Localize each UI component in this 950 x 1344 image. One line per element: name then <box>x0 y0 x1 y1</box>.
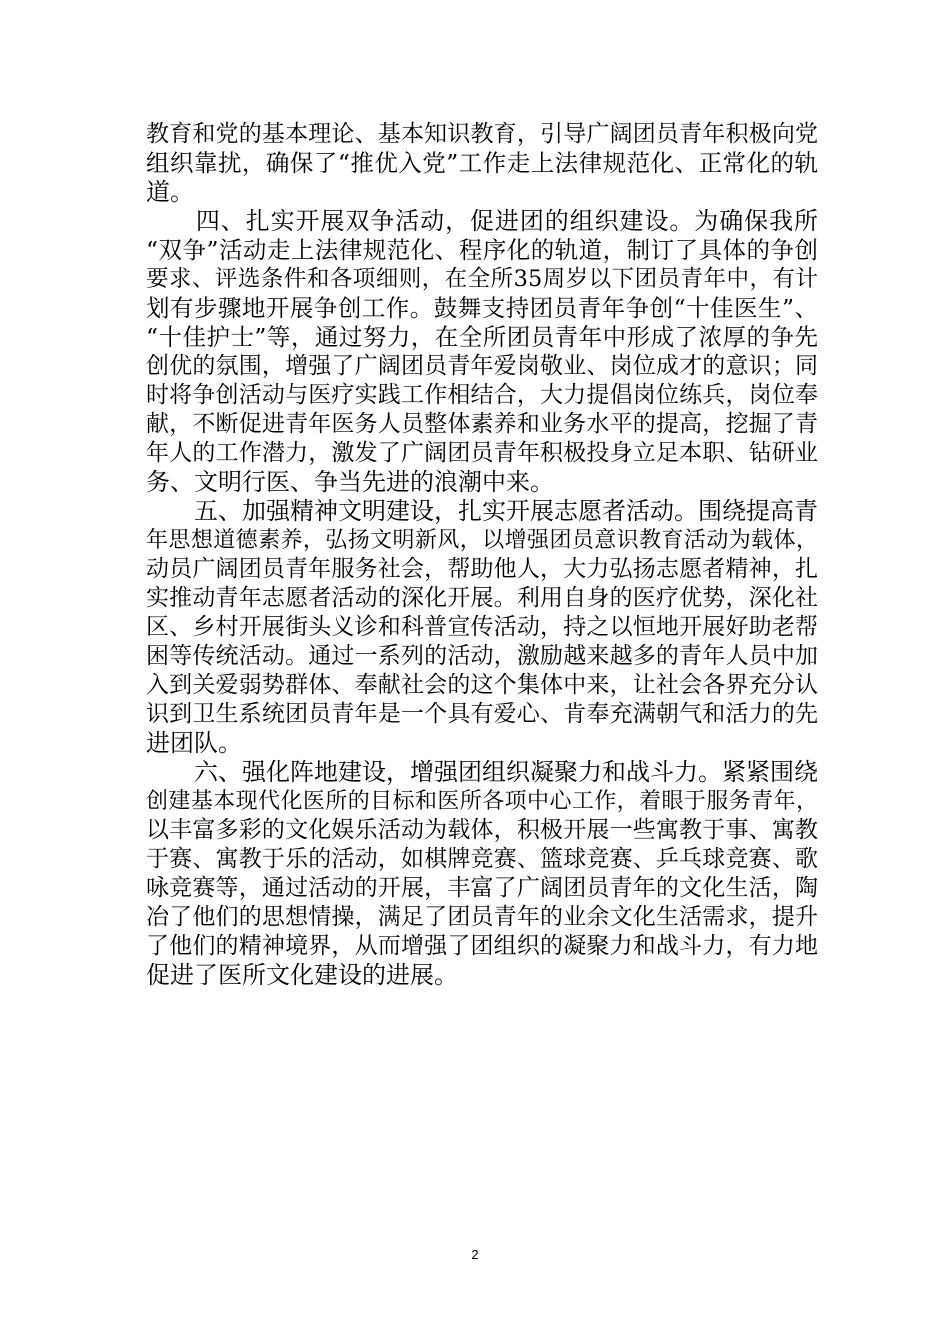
text-line: 年思想道德素养，弘扬文明新风，以增强团员意识教育活动为载体， <box>146 528 818 553</box>
text-line: 识到卫生系统团员青年是一个具有爱心、肯奉充满朝气和活力的先 <box>146 701 818 727</box>
text-line: 促进了医所文化建设的进展。 <box>146 961 458 989</box>
text-line: 区、乡村开展街头义诊和科普宣传活动，持之以恒地开展好助老帮 <box>146 614 818 640</box>
text-line: “十佳护士”等，通过努力，在全所团员青年中形成了浓厚的争先 <box>146 323 818 351</box>
text-line: 创优的氛围，增强了广阔团员青年爱岗敬业、岗位成才的意识；同 <box>146 353 818 379</box>
text-line: 冶了他们的思想情操，满足了团员青年的业余文化生活需求，提升 <box>146 904 818 930</box>
text-line: 以丰富多彩的文化娱乐活动为载体，积极开展一些寓教于事、寓教 <box>146 817 818 843</box>
text-line: 五、加强精神文明建设，扎实开展志愿者活动。围绕提高青 <box>146 497 818 525</box>
text-line: 六、强化阵地建设，增强团组织凝聚力和战斗力。紧紧围绕 <box>146 758 818 786</box>
text-line: 咏竞赛等，通过活动的开展，丰富了广阔团员青年的文化生活，陶 <box>146 875 818 901</box>
text-line: 划有步骤地开展争创工作。鼓舞支持团员青年争创“十佳医生”、 <box>146 294 818 322</box>
text-line: 组织靠扰，确保了“推优入党”工作走上法律规范化、正常化的轨 <box>146 149 818 177</box>
text-line: 献，不断促进青年医务人员整体素养和业务水平的提高，挖掘了青 <box>146 411 818 437</box>
text-line: 入到关爱弱势群体、奉献社会的这个集体中来，让社会各界充分认 <box>146 672 818 698</box>
text-line: 困等传统活动。通过一系列的活动，激励越来越多的青年人员中加 <box>146 643 818 669</box>
text-line: 于赛、寓教于乐的活动，如棋牌竞赛、篮球竞赛、乒乓球竞赛、歌 <box>146 846 818 872</box>
page-number: 2 <box>471 1247 479 1262</box>
text-line: 动员广阔团员青年服务社会，帮助他人，大力弘扬志愿者精神，扎 <box>146 556 818 582</box>
text-line: 了他们的精神境界，从而增强了团组织的凝聚力和战斗力，有力地 <box>146 933 818 959</box>
text-line: 进团队。 <box>146 729 242 757</box>
text-line: 道。 <box>146 178 194 206</box>
text-line: 创建基本现代化医所的目标和医所各项中心工作，着眼于服务青年， <box>146 789 818 814</box>
text-line: “双争”活动走上法律规范化、程序化的轨道，制订了具体的争创 <box>146 236 818 264</box>
body-text <box>146 120 818 990</box>
text-line: 要求、评选条件和各项细则，在全所35周岁以下团员青年中，有计 <box>146 266 818 292</box>
text-line: 时将争创活动与医疗实践工作相结合，大力提倡岗位练兵，岗位奉 <box>146 382 818 408</box>
text-line: 务、文明行医、争当先进的浪潮中来。 <box>146 468 554 496</box>
text-line: 四、扎实开展双争活动，促进团的组织建设。为确保我所 <box>146 207 818 235</box>
text-line: 实推动青年志愿者活动的深化开展。利用自身的医疗优势，深化社 <box>146 585 818 611</box>
text-line: 教育和党的基本理论、基本知识教育，引导广阔团员青年积极向党 <box>146 121 818 147</box>
text-line: 年人的工作潜力，激发了广阔团员青年积极投身立足本职、钻研业 <box>146 440 818 466</box>
